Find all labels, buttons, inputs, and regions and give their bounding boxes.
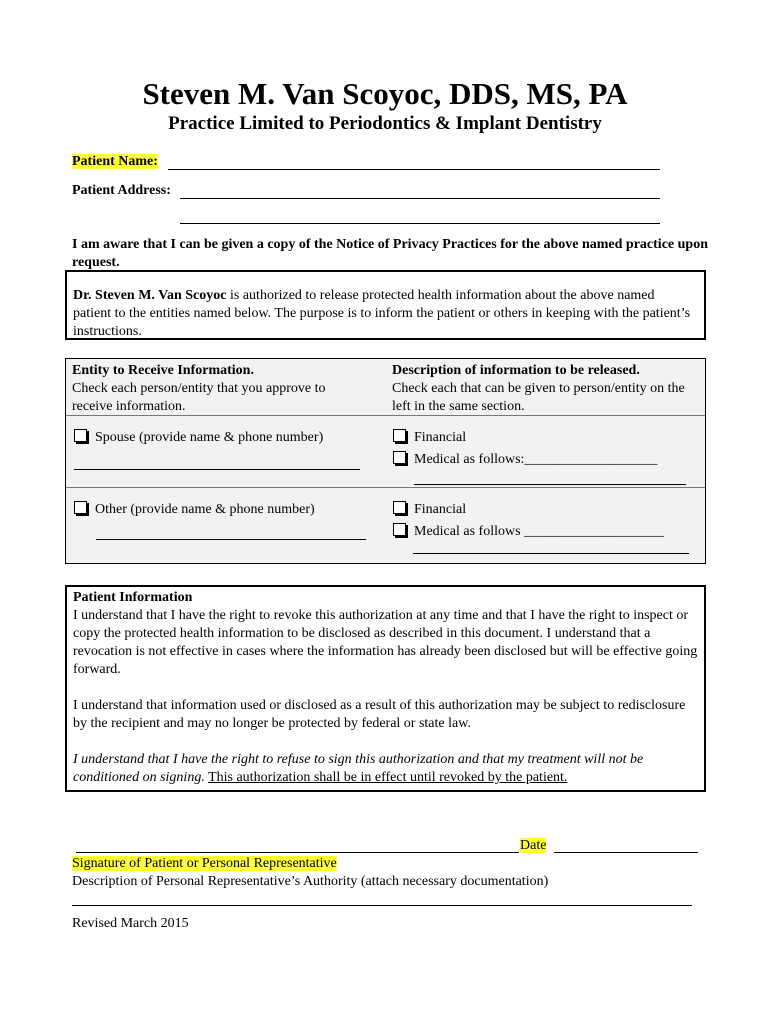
revised-date: Revised March 2015 [72, 916, 189, 931]
table-row [74, 501, 374, 519]
doctor-name: Dr. Steven M. Van Scoyoc [73, 288, 227, 303]
other-info-field[interactable] [96, 539, 366, 540]
release-table [65, 358, 706, 564]
signature-label: Signature of Patient or Personal Representative [72, 856, 337, 871]
patient-name-label: Patient Name: [72, 154, 158, 169]
other-financial-option: Financial [393, 501, 693, 519]
patient-name-field[interactable] [168, 169, 660, 170]
spouse-financial-checkbox[interactable] [393, 429, 406, 442]
practice-subtitle: Practice Limited to Periodontics & Implant Dentistry [168, 113, 602, 134]
redisclosure-paragraph: I understand that information used or disclosed as a result of this authorization may be subject to redisclosure by the recipient and may no longer be protected by federal or state law. [73, 698, 686, 731]
spouse-financial-option: Financial [393, 429, 693, 447]
other-financial-checkbox[interactable] [393, 501, 406, 514]
other-label: Other (provide name & phone number) [95, 502, 315, 517]
spouse-medical-checkbox[interactable] [393, 451, 406, 464]
spouse-info-field[interactable] [74, 469, 360, 470]
spouse-medical-option: Medical as follows:___________________ [393, 451, 703, 469]
other-medical-option: Medical as follows ____________________ [393, 523, 703, 541]
patient-address-field-2[interactable] [180, 223, 660, 224]
spouse-checkbox[interactable] [74, 429, 87, 442]
signature-field[interactable] [76, 852, 519, 853]
entity-column-header: Entity to Receive Information. Check each person/entity that you approve to receive information. [72, 363, 326, 414]
refuse-paragraph: I understand that I have the right to refuse to sign this authorization and that my treatment will not be conditioned on signing. This authorization shall be in effect until revoked by the patient. [73, 752, 644, 785]
patient-address-field-1[interactable] [180, 198, 660, 199]
authorization-box [65, 270, 706, 340]
table-divider [66, 415, 705, 416]
table-row [74, 429, 374, 447]
table-divider [66, 487, 705, 488]
patient-information-box [65, 585, 706, 792]
privacy-notice: I am aware that I can be given a copy of the Notice of Privacy Practices for the above named practice upon request. [72, 237, 708, 270]
date-field[interactable] [554, 852, 698, 853]
revoke-paragraph: I understand that I have the right to revoke this authorization at any time and that I have the right to inspect or copy the protected health information to be disclosed as described in this document. I understand that a revocation is not effective in cases where the information has already been disclosed but will be effective going forward. [73, 608, 698, 677]
spouse-medical-field[interactable] [414, 484, 686, 485]
other-medical-field[interactable] [413, 553, 689, 554]
other-checkbox[interactable] [74, 501, 87, 514]
description-column-header: Description of information to be released. Check each that can be given to person/entity on the left in the same section. [392, 363, 685, 414]
spouse-label: Spouse (provide name & phone number) [95, 430, 324, 445]
authorization-text: Dr. Steven M. Van Scoyoc is authorized to release protected health information about the above named patient to the entities named below. The purpose is to inform the patient or others in keeping with the patient’s instructions. [73, 288, 691, 339]
practice-title: Steven M. Van Scoyoc, DDS, MS, PA [142, 76, 628, 111]
patient-info-heading: Patient Information [73, 590, 193, 605]
other-medical-checkbox[interactable] [393, 523, 406, 536]
date-label: Date [520, 838, 547, 853]
representative-authority-label: Description of Personal Representative’s Authority (attach necessary documentation) [72, 874, 549, 889]
patient-address-label: Patient Address: [72, 183, 171, 198]
representative-authority-field[interactable] [72, 905, 692, 906]
